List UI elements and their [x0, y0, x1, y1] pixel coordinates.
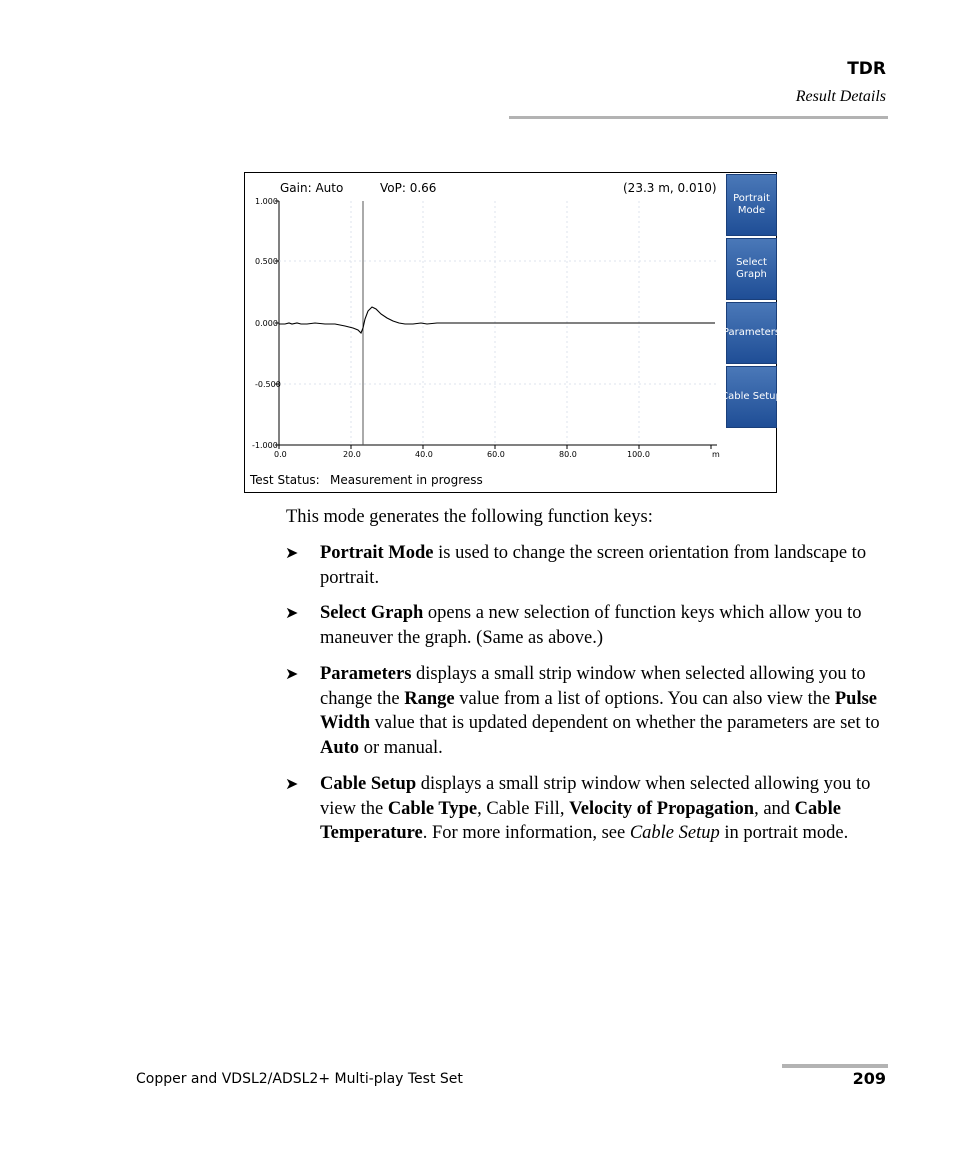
x-tick-label: 0.0	[274, 450, 287, 459]
x-tick-label: 40.0	[415, 450, 433, 459]
list-item-parameters: Parameters displays a small strip window when selected allowing you to change the Range value from a list of options. You can also view the Pulse Width value that is updated dependent on whether the parameters are set to Auto or manual.	[320, 664, 880, 758]
list-item-select-graph: Select Graph opens a new selection of function keys which allow you to maneuver the graph. (Same as above.)	[320, 603, 862, 648]
tdr-screenshot	[244, 172, 782, 493]
portrait-mode-key[interactable]: Portrait Mode	[726, 174, 777, 236]
bullet-icon: ➤	[285, 543, 299, 562]
header-rule	[509, 116, 888, 119]
test-status-value: Measurement in progress	[330, 473, 483, 487]
bullet-icon: ➤	[285, 664, 299, 683]
test-status-label: Test Status:	[250, 473, 320, 487]
header-title: TDR	[847, 59, 886, 79]
x-tick-label: 80.0	[559, 450, 577, 459]
cursor-readout: (23.3 m, 0.010)	[623, 181, 717, 195]
y-tick-label: 0.000	[255, 319, 278, 328]
list-item-cable-setup: Cable Setup displays a small strip window when selected allowing you to view the Cable Type, Cable Fill, Velocity of Propagation, and Cable Temperature. For more information, see Cable Setup in portrait mode.	[320, 774, 871, 844]
vop-label: VoP: 0.66	[380, 181, 437, 195]
select-graph-key[interactable]: Select Graph	[726, 238, 777, 300]
parameters-key[interactable]: Parameters	[726, 302, 777, 364]
y-tick-label: 1.000	[255, 197, 278, 206]
page-number: 209	[852, 1069, 886, 1088]
y-tick-label: -0.500	[255, 380, 281, 389]
bullet-icon: ➤	[285, 603, 299, 622]
x-tick-label: m	[712, 450, 720, 459]
cable-setup-key[interactable]: Cable Setup	[726, 366, 777, 428]
list-item-portrait-mode: Portrait Mode is used to change the screen orientation from landscape to portrait.	[320, 543, 867, 588]
footer-title: Copper and VDSL2/ADSL2+ Multi-play Test Set	[136, 1071, 463, 1087]
tdr-trace	[279, 307, 715, 333]
intro-text: This mode generates the following function keys:	[286, 507, 653, 527]
x-tick-label: 20.0	[343, 450, 361, 459]
x-tick-label: 100.0	[627, 450, 650, 459]
x-tick-label: 60.0	[487, 450, 505, 459]
bullet-icon: ➤	[285, 774, 299, 793]
y-tick-label: 0.500	[255, 257, 278, 266]
tdr-graph	[245, 173, 725, 463]
footer-rule	[782, 1064, 888, 1068]
gain-label: Gain: Auto	[280, 181, 344, 195]
header-subtitle: Result Details	[795, 88, 886, 105]
y-tick-label: -1.000	[252, 441, 278, 450]
